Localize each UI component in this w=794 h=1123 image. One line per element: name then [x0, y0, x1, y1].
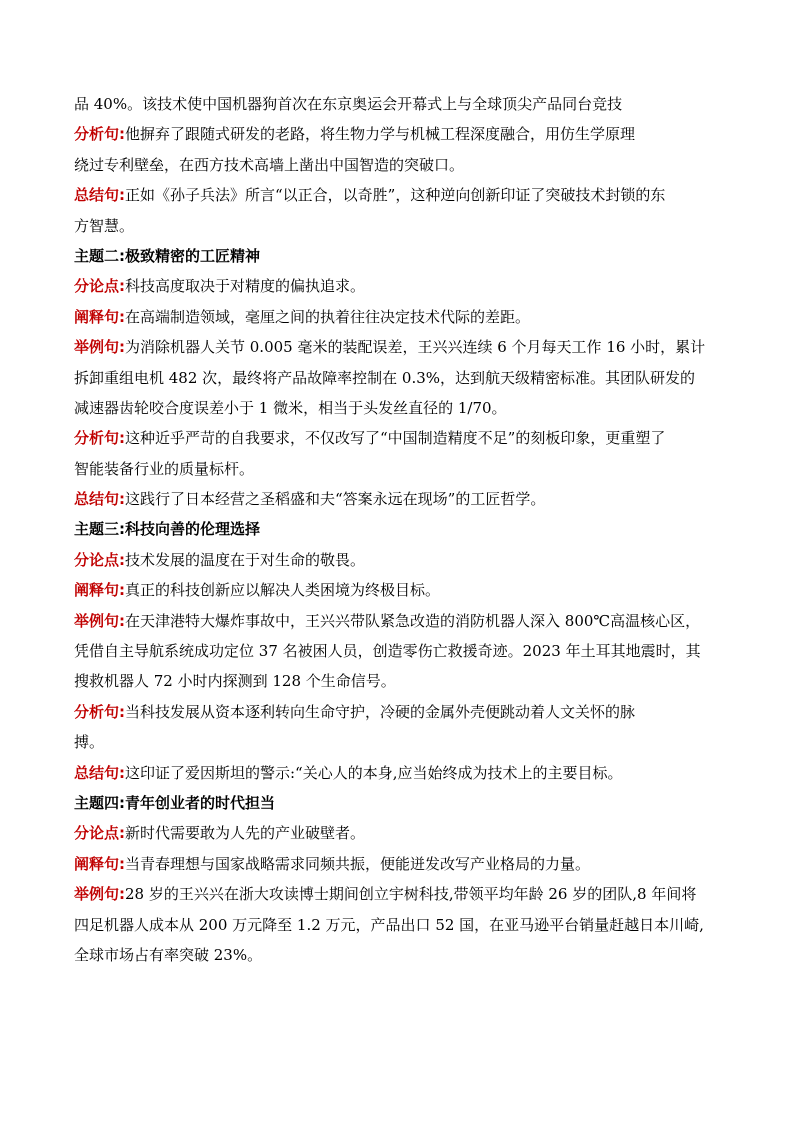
paragraph-line — [74, 94, 734, 114]
sub-argument-label: 分论点: — [74, 824, 125, 843]
body-text: 绕过专利壁垒，在西方技术高墙上凿出中国智造的突破口。 — [74, 155, 465, 174]
example-sentence — [74, 884, 734, 904]
summary-sentence — [74, 185, 734, 205]
explanation-sentence — [74, 307, 734, 327]
body-text: 真正的科技创新应以解决人类困境为终极目标。 — [125, 581, 441, 600]
body-text: 技术发展的温度在于对生命的敬畏。 — [125, 550, 366, 569]
topic-heading: 主题三:科技向善的伦理选择 — [74, 520, 260, 539]
body-text: 新时代需要敢为人先的产业破壁者。 — [125, 824, 366, 843]
explanation-label: 阐释句: — [74, 581, 125, 600]
body-text: 在天津港特大爆炸事故中，王兴兴带队紧急改造的消防机器人深入 800℃高温核心区， — [125, 611, 701, 630]
body-text: 为消除机器人关节 0.005 毫米的装配误差，王兴兴连续 6 个月每天工作 16 小时，累计 — [125, 338, 706, 357]
topic-heading: 主题二:极致精密的工匠精神 — [74, 246, 260, 265]
body-text: 这印证了爱因斯坦的警示:“关心人的本身,应当始终成为技术上的主要目标。 — [125, 763, 623, 782]
paragraph-line — [74, 915, 734, 935]
body-text: 搏。 — [74, 733, 105, 752]
paragraph-line — [74, 732, 734, 752]
body-text: 在高端制造领域，毫厘之间的执着往往决定技术代际的差距。 — [125, 307, 531, 326]
analysis-label: 分析句: — [74, 702, 125, 721]
summary-label: 总结句: — [74, 763, 125, 782]
body-text: 智能装备行业的质量标杆。 — [74, 459, 255, 478]
sub-argument — [74, 276, 734, 296]
paragraph-line — [74, 398, 734, 418]
example-label: 举例句: — [74, 338, 125, 357]
body-text: 减速器齿轮咬合度误差小于 1 微米，相当于头发丝直径的 1/70。 — [74, 398, 507, 417]
paragraph-line — [74, 459, 734, 479]
analysis-sentence — [74, 428, 734, 448]
body-text: 全球市场占有率突破 23%。 — [74, 945, 263, 964]
example-sentence — [74, 337, 734, 357]
body-text: 他摒弃了跟随式研发的老路，将生物力学与机械工程深度融合，用仿生学原理 — [125, 125, 636, 144]
body-text: 拆卸重组电机 482 次，最终将产品故障率控制在 0.3%，达到航天级精密标准。其团队研发的 — [74, 368, 696, 387]
paragraph-line — [74, 671, 734, 691]
paragraph-line — [74, 641, 734, 661]
body-text: 28 岁的王兴兴在浙大攻读博士期间创立宇树科技,带领平均年龄 26 岁的团队,8 年间将 — [125, 885, 697, 904]
paragraph-line — [74, 945, 734, 965]
paragraph-line — [74, 155, 734, 175]
analysis-sentence — [74, 702, 734, 722]
summary-sentence — [74, 763, 734, 783]
paragraph-line — [74, 216, 734, 236]
explanation-label: 阐释句: — [74, 307, 125, 326]
body-text: 这种近乎严苛的自我要求，不仅改写了“中国制造精度不足”的刻板印象，更重塑了 — [125, 429, 666, 448]
body-text: 当科技发展从资本逐利转向生命守护，冷硬的金属外壳便跳动着人文关怀的脉 — [125, 702, 636, 721]
analysis-label: 分析句: — [74, 429, 125, 448]
explanation-sentence — [74, 580, 734, 600]
body-text: 四足机器人成本从 200 万元降至 1.2 万元，产品出口 52 国，在亚马逊平台销量赶越日本川崎, — [74, 915, 704, 934]
sub-argument — [74, 550, 734, 570]
sub-argument — [74, 823, 734, 843]
sub-argument-label: 分论点: — [74, 277, 125, 296]
body-text: 科技高度取决于对精度的偏执追求。 — [125, 277, 366, 296]
topic-heading: 主题四:青年创业者的时代担当 — [74, 793, 275, 812]
body-text: 这践行了日本经营之圣稻盛和夫“答案永远在现场”的工匠哲学。 — [125, 490, 546, 509]
analysis-sentence — [74, 124, 734, 144]
body-text: 品 40%。该技术使中国机器狗首次在东京奥运会开幕式上与全球顶尖产品同台竞技 — [74, 95, 623, 113]
paragraph-line — [74, 368, 734, 388]
explanation-label: 阐释句: — [74, 854, 125, 873]
example-label: 举例句: — [74, 611, 125, 630]
body-text: 凭借自主导航系统成功定位 37 名被困人员，创造零伤亡救援奇迹。2023 年土耳其地震时，其 — [74, 642, 701, 661]
summary-label: 总结句: — [74, 490, 125, 509]
document-page — [74, 94, 734, 975]
sub-argument-label: 分论点: — [74, 550, 125, 569]
example-sentence — [74, 611, 734, 631]
body-text: 方智慧。 — [74, 216, 135, 235]
body-text: 正如《孙子兵法》所言“以正合，以奇胜”，这种逆向创新印证了突破技术封锁的东 — [125, 186, 666, 205]
example-label: 举例句: — [74, 885, 125, 904]
body-text: 当青春理想与国家战略需求同频共振，便能迸发改写产业格局的力量。 — [125, 854, 591, 873]
body-text: 搜救机器人 72 小时内探测到 128 个生命信号。 — [74, 672, 396, 691]
analysis-label: 分析句: — [74, 125, 125, 144]
summary-sentence — [74, 489, 734, 509]
summary-label: 总结句: — [74, 186, 125, 205]
explanation-sentence — [74, 854, 734, 874]
